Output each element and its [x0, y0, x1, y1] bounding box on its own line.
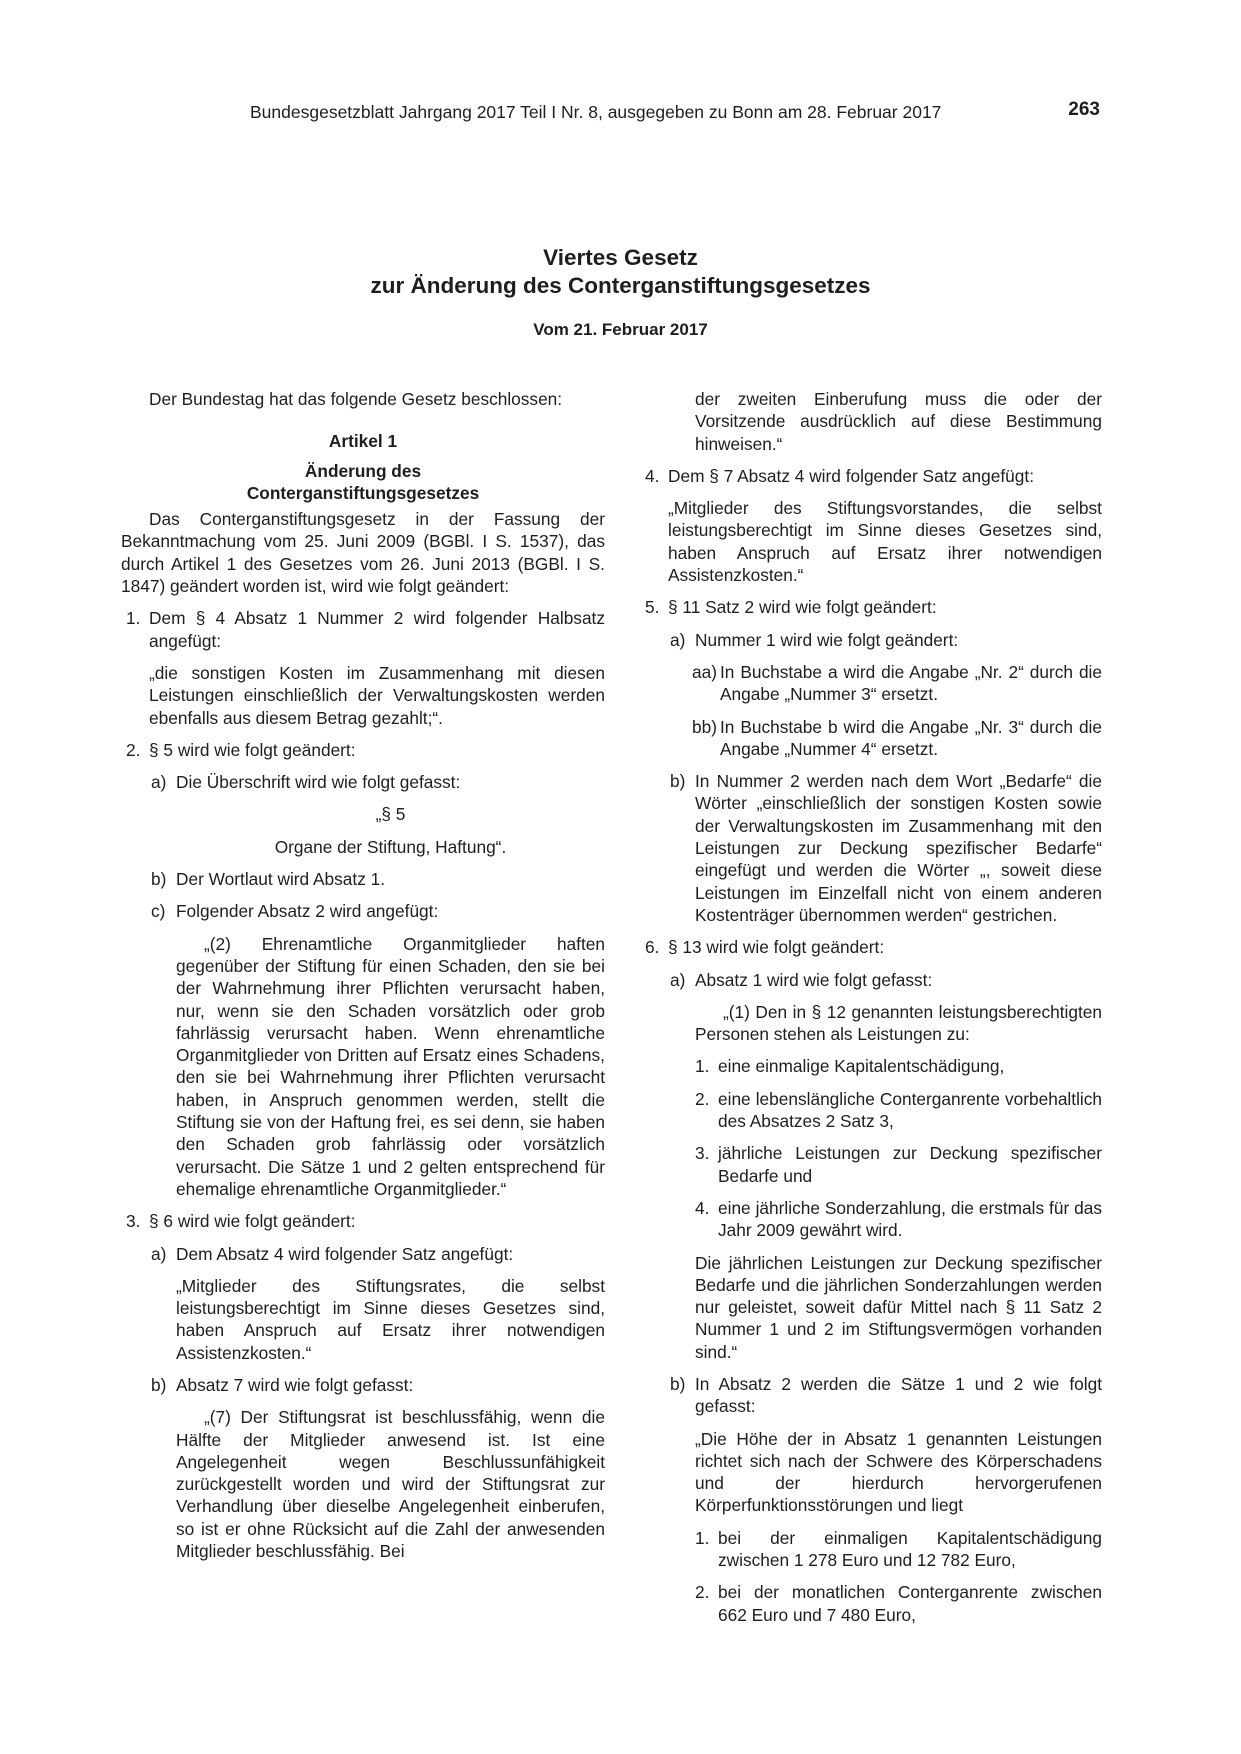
list-item: bb) In Buchstabe b wird die Angabe „Nr. 3“ durch die Angabe „Nummer 4“ ersetzt.	[692, 716, 1102, 759]
list-item: 1. eine einmalige Kapitalentschädigung,	[695, 1056, 1005, 1077]
list-item: a) Dem Absatz 4 wird folgender Satz angefügt:	[151, 1243, 514, 1264]
list-item: b) Absatz 7 wird wie folgt gefasst:	[151, 1374, 414, 1395]
page-number: 263	[1068, 99, 1100, 120]
section-number: „§ 5	[375, 804, 406, 825]
list-item: 3. § 6 wird wie folgt geändert:	[126, 1211, 356, 1232]
preamble: Der Bundestag hat das folgende Gesetz beschlossen:	[149, 389, 563, 409]
article-heading: Artikel 1	[328, 431, 398, 452]
list-item: 2. § 5 wird wie folgt geändert:	[126, 739, 356, 760]
list-item: 1. Dem § 4 Absatz 1 Nummer 2 wird folgender Halbsatz angefügt:	[126, 608, 605, 651]
list-item: c) Folgender Absatz 2 wird angefügt:	[151, 901, 439, 922]
quote: „die sonstigen Kosten im Zusammenhang mit diesen Leistungen einschließlich der Verwaltungskosten werden ebenfalls aus diesem Betrag gezahlt;“.	[149, 662, 605, 728]
list-item: 3. jährliche Leistungen zur Deckung spezifischer Bedarfe und	[695, 1143, 1102, 1186]
section-title: Organe der Stiftung, Haftung“.	[274, 836, 507, 857]
running-title: Bundesgesetzblatt Jahrgang 2017 Teil I Nr. 8, ausgegeben zu Bonn am 28. Februar 2017	[250, 102, 942, 122]
list-item: a) Nummer 1 wird wie folgt geändert:	[670, 629, 959, 650]
quote: „(1) Den in § 12 genannten leistungsberechtigten Personen stehen als Leistungen zu:	[695, 1001, 1102, 1045]
running-header	[250, 101, 1100, 123]
title-line-2: zur Änderung des Conterganstiftungsgesetzes	[370, 273, 871, 298]
list-item: b) In Absatz 2 werden die Sätze 1 und 2 wie folgt gefasst:	[670, 1373, 1102, 1417]
left-column	[121, 388, 605, 1562]
paragraph: Das Conterganstiftungsgesetz in der Fassung der Bekanntmachung vom 25. Juni 2009 (BGBl. I S. 1537), das durch Artikel 1 des Gesetzes vom 26. Juni 2013 (BGBl. I S. 1847) geändert worden ist, wird wie folgt geändert:	[121, 509, 605, 597]
list-item: 5. § 11 Satz 2 wird wie folgt geändert:	[645, 597, 937, 618]
title-line-1: Viertes Gesetz	[543, 245, 698, 270]
paragraph: Die jährlichen Leistungen zur Deckung spezifischer Bedarfe und die jährlichen Sonderzahlungen werden nur geleistet, soweit dafür Mittel nach § 11 Satz 2 Nummer 1 und 2 im Stiftungsvermögen vorhanden sind.“	[695, 1252, 1102, 1362]
quote-continuation: der zweiten Einberufung muss die oder der Vorsitzende ausdrücklich auf diese Bestimmung hinweisen.“	[695, 389, 1102, 454]
quote: „(2) Ehrenamtliche Organmitglieder haften gegenüber der Stiftung für einen Schaden, den sie bei der Wahrnehmung ihrer Pflichten verursacht haben, nur, wenn sie den Schaden vorsätzlich oder grob fahrlässig verursacht haben. Wenn ehrenamtliche Organmitglieder von Dritten auf Ersatz eines Schadens, den sie bei Wahrnehmung ihrer Pflichten verursacht haben, in Anspruch genommen werden, stellt die Stiftung sie von der Haftung frei, es sei denn, sie haben den Schaden grob fahrlässig oder vorsätzlich verursacht. Die Sätze 1 und 2 gelten entsprechend für ehemalige ehrenamtliche Organmitglieder.“	[176, 933, 605, 1199]
list-item: 6. § 13 wird wie folgt geändert:	[645, 937, 885, 958]
law-title	[0, 244, 1241, 300]
quote: „Mitglieder des Stiftungsvorstandes, die selbst leistungsberechtigt im Sinne dieses Gesetzes sind, haben Anspruch auf Ersatz ihrer notwendigen Assistenzkosten.“	[668, 498, 1102, 586]
article-title: Änderung des Conterganstiftungsgesetzes	[246, 460, 480, 503]
list-item: aa) In Buchstabe a wird die Angabe „Nr. 2“ durch die Angabe „Nummer 3“ ersetzt.	[692, 661, 1102, 705]
list-item: 2. bei der monatlichen Conterganrente zwischen 662 Euro und 7 480 Euro,	[695, 1582, 1102, 1625]
list-item: 4. eine jährliche Sonderzahlung, die erstmals für das Jahr 2009 gewährt wird.	[695, 1197, 1102, 1241]
list-item: 2. eine lebenslängliche Conterganrente vorbehaltlich des Absatzes 2 Satz 3,	[695, 1088, 1102, 1132]
list-item: 4. Dem § 7 Absatz 4 wird folgender Satz angefügt:	[645, 465, 1035, 486]
quote: „(7) Der Stiftungsrat ist beschlussfähig, wenn die Hälfte der Mitglieder anwesend ist. Ist eine Angelegenheit wegen Beschlussunfähigkeit zurückgestellt worden und wird der Stiftungsrat zur Verhandlung über dieselbe Angelegenheit einberufen, so ist er ohne Rücksicht auf die Zahl der anwesenden Mitglieder beschlussfähig. Bei	[176, 1407, 605, 1562]
list-item: a) Die Überschrift wird wie folgt gefasst:	[151, 772, 461, 793]
list-item: a) Absatz 1 wird wie folgt gefasst:	[670, 969, 933, 990]
right-column	[640, 388, 1102, 1626]
list-item: b) Der Wortlaut wird Absatz 1.	[151, 869, 386, 890]
list-item: 1. bei der einmaligen Kapitalentschädigung zwischen 1 278 Euro und 12 782 Euro,	[695, 1527, 1102, 1571]
list-item: b) In Nummer 2 werden nach dem Wort „Bedarfe“ die Wörter „einschließlich der sonstigen Kosten sowie der Verwaltungskosten im Zusammenhang mit den Leistungen zur Deckung spezifischer Bedarfe“ eingefügt und werden die Wörter „, soweit diese Leistungen im Einzelfall nicht von einem anderen Kostenträger übernommen werden“ gestrichen.	[670, 771, 1102, 925]
law-date: Vom 21. Februar 2017	[533, 320, 708, 339]
quote: „Mitglieder des Stiftungsrates, die selbst leistungsberechtigt im Sinne dieses Gesetzes sind, haben Anspruch auf Ersatz ihrer notwendigen Assistenzkosten.“	[176, 1275, 605, 1363]
quote: „Die Höhe der in Absatz 1 genannten Leistungen richtet sich nach der Schwere des Körperschadens und der hierdurch hervorgerufenen Körperfunktionsstörungen und liegt	[695, 1428, 1102, 1516]
